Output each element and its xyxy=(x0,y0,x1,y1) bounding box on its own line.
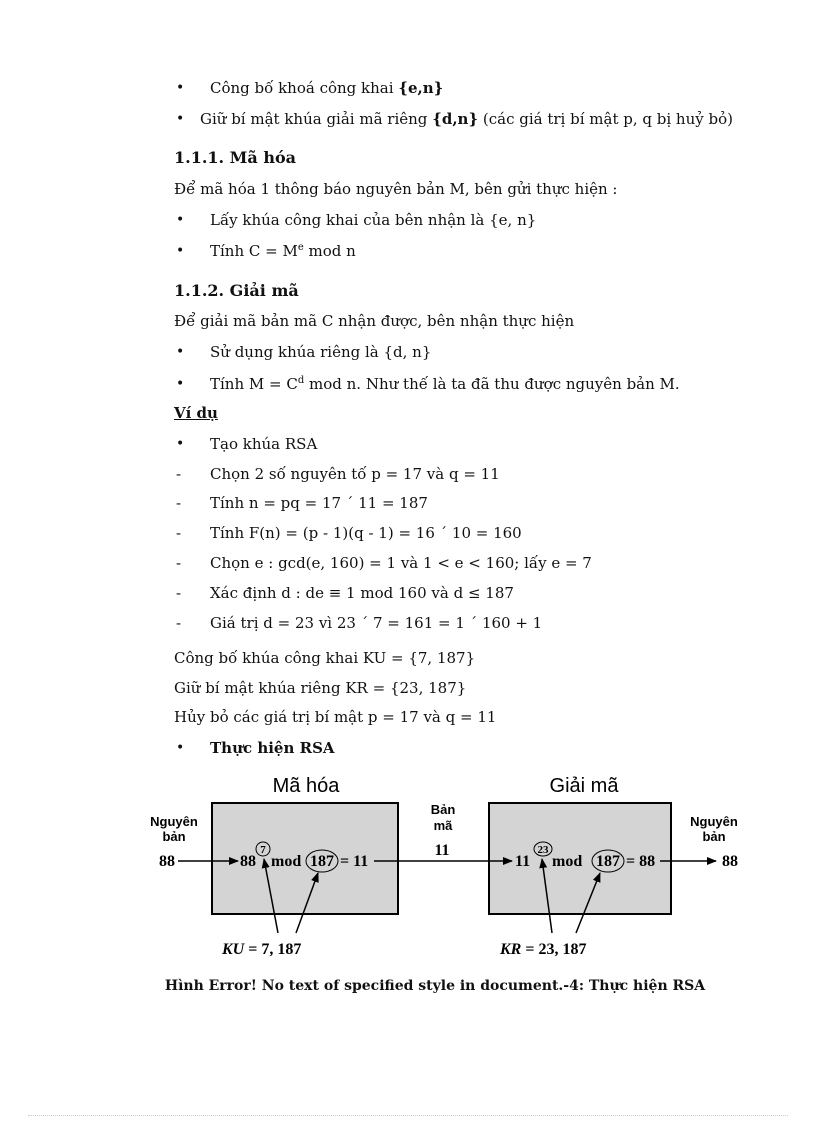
example-step: Chọn 2 số nguyên tố p = 17 và q = 11 xyxy=(210,465,500,483)
enc-base: 88 xyxy=(240,853,256,870)
formula-pre: Tính M = C xyxy=(210,375,298,393)
dash-marker: - xyxy=(176,524,182,542)
output-label-line1: Nguyên xyxy=(690,814,738,829)
dash-marker: - xyxy=(176,494,182,512)
rsa-diagram xyxy=(130,765,750,965)
mid-label-line2: mã xyxy=(433,818,453,833)
decrypt-title: Giải mã xyxy=(549,775,619,797)
encrypt-intro: Để mã hóa 1 thông báo nguyên bản M, bên gửi thực hiện : xyxy=(174,180,618,198)
figure-caption: Hình Error! No text of specified style in document.-4: Thực hiện RSA xyxy=(164,978,706,994)
key-en: {e,n} xyxy=(398,79,444,97)
bullet-tail: (các giá trị bí mật p, q bị huỷ bỏ) xyxy=(478,110,733,128)
dash-marker: - xyxy=(176,614,182,632)
run-rsa-label: Thực hiện RSA xyxy=(210,739,335,757)
kr-name: KR xyxy=(500,941,522,958)
example-step: Tính n = pq = 17 ´ 11 = 187 xyxy=(210,494,428,512)
input-value: 88 xyxy=(159,853,175,870)
formula-post: mod n. Như thế là ta đã thu được nguyên bản M. xyxy=(304,375,680,393)
formula-exp: d xyxy=(297,375,305,386)
mid-value: 11 xyxy=(434,842,450,859)
bullet-publish-key xyxy=(210,79,443,97)
enc-result: = 11 xyxy=(340,853,369,870)
mid-label-line1: Bản xyxy=(430,802,456,817)
enc-exp: 7 xyxy=(260,844,266,856)
example-step: Tính F(n) = (p - 1)(q - 1) = 16 ´ 10 = 160 xyxy=(210,524,522,542)
dash-marker: - xyxy=(176,465,182,483)
output-label-line2: bản xyxy=(702,829,726,844)
example-step: Chọn e : gcd(e, 160) = 1 và 1 < e < 160; lấy e = 7 xyxy=(210,554,592,572)
bullet-text: Giữ bí mật khúa giải mã riêng xyxy=(200,110,433,128)
bullet-keep-secret xyxy=(200,110,733,128)
kr-value: = 23, 187 xyxy=(521,941,587,958)
input-label-line1: Nguyên xyxy=(150,814,198,829)
encrypt-step-2 xyxy=(210,242,356,260)
dec-result: = 88 xyxy=(626,853,656,870)
encrypt-step-1: Lấy khúa công khai của bên nhận là {e, n} xyxy=(210,211,537,229)
bullet-dot: • xyxy=(176,740,185,756)
page-bottom-divider xyxy=(28,1115,788,1116)
dash-marker: - xyxy=(176,554,182,572)
bullet-dot: • xyxy=(176,212,185,228)
bullet-dot: • xyxy=(176,243,185,259)
output-value: 88 xyxy=(722,853,738,870)
bullet-dot: • xyxy=(176,436,185,452)
ku-label xyxy=(221,941,301,958)
bullet-dot: • xyxy=(176,111,185,127)
dec-base: 11 xyxy=(515,853,531,870)
dec-n: 187 xyxy=(596,853,620,870)
decrypt-step-1: Sử dụng khúa riêng là {d, n} xyxy=(210,343,432,361)
encrypt-title: Mã hóa xyxy=(272,775,340,797)
enc-n: 187 xyxy=(310,853,334,870)
dec-exp: 23 xyxy=(537,844,549,856)
example-create-key: Tạo khúa RSA xyxy=(210,435,318,453)
example-step: Giá trị d = 23 vì 23 ´ 7 = 161 = 1 ´ 160 + 1 xyxy=(210,614,543,632)
heading-decrypt: 1.1.2. Giải mã xyxy=(174,281,299,300)
heading-encrypt: 1.1.1. Mã hóa xyxy=(174,148,296,167)
public-key-line: Công bố khúa công khai KU = {7, 187} xyxy=(174,649,476,667)
bullet-dot: • xyxy=(176,80,185,96)
ku-name: KU xyxy=(222,941,245,958)
formula-post: mod n xyxy=(303,242,356,260)
kr-label xyxy=(499,941,586,958)
dec-mod: mod xyxy=(552,853,583,870)
input-label-line2: bản xyxy=(162,829,186,844)
decrypt-intro: Để giải mã bản mã C nhận được, bên nhận thực hiện xyxy=(174,312,575,330)
enc-mod: mod xyxy=(271,853,302,870)
formula-exp: e xyxy=(297,242,304,253)
bullet-text: Công bố khoá công khai xyxy=(210,79,399,97)
private-key-line: Giữ bí mật khúa riêng KR = {23, 187} xyxy=(174,679,467,697)
decrypt-step-2 xyxy=(210,375,680,393)
key-dn: {d,n} xyxy=(432,110,479,128)
destroy-line: Hủy bỏ các giá trị bí mật p = 17 và q = 11 xyxy=(174,708,497,726)
example-step: Xác định d : de ≡ 1 mod 160 và d ≤ 187 xyxy=(210,584,514,602)
formula-pre: Tính C = M xyxy=(210,242,298,260)
bullet-dot: • xyxy=(176,344,185,360)
bullet-dot: • xyxy=(176,376,185,392)
ku-value: = 7, 187 xyxy=(244,941,302,958)
dash-marker: - xyxy=(176,584,182,602)
example-label: Ví dụ xyxy=(174,404,218,422)
